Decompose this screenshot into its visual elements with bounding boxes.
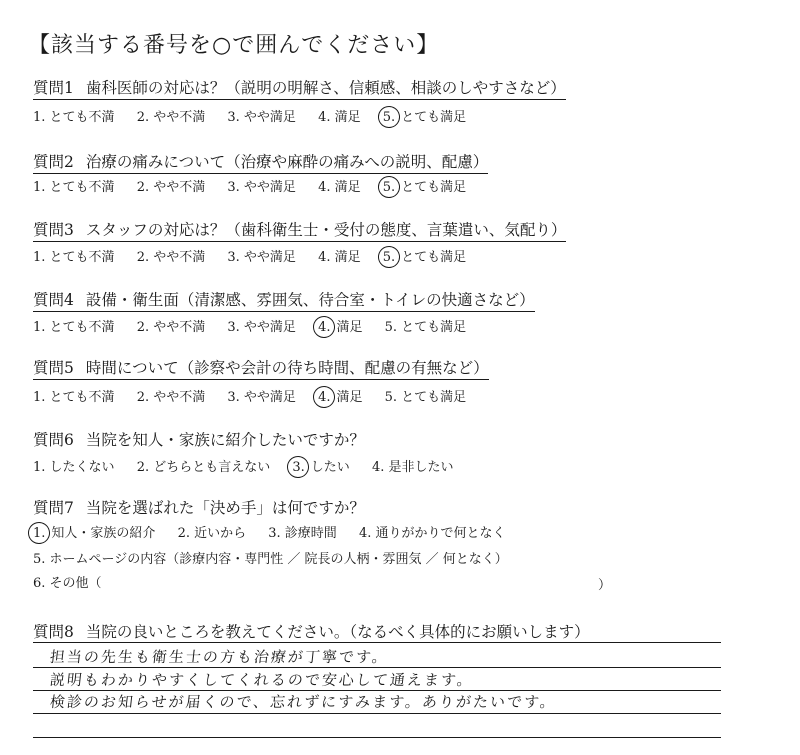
q1-option-3[interactable]: 3. やや満足	[227, 110, 296, 125]
answer-rule-1	[33, 642, 721, 643]
q4-option-4-number: 4.	[318, 320, 331, 335]
q2-option-3[interactable]: 3. やや満足	[227, 180, 296, 195]
q4-selected-circle	[311, 314, 337, 340]
question-1-number: 質問1	[33, 79, 74, 97]
question-5-number: 質問5	[33, 359, 74, 377]
q2-option-5-label: とても満足	[401, 180, 467, 195]
question-3-number: 質問3	[33, 221, 74, 239]
q3-option-2[interactable]: 2. やや不満	[136, 250, 206, 265]
question-3-text: スタッフの対応は？（歯科衛生士・受付の態度、言葉遣い、気配り）	[85, 221, 567, 239]
q6-option-2[interactable]: 2. どちらとも言えない	[136, 460, 271, 475]
question-3-title	[33, 218, 566, 242]
q7-option-3[interactable]: 3. 診療時間	[268, 526, 337, 541]
q1-option-5[interactable]	[383, 110, 395, 125]
q1-selected-circle	[376, 104, 402, 130]
q7-option-4[interactable]: 4. 通りがかりで何となく	[358, 526, 506, 541]
q7-option-5[interactable]: 5. ホームページの内容（診療内容・専門性 ／ 院長の人柄・雰囲気 ／ 何となく）	[33, 552, 508, 567]
question-3-options	[33, 246, 484, 265]
q5-selected-circle	[311, 384, 337, 410]
q3-option-5-number: 5.	[382, 250, 396, 265]
q7-option-6-close-paren: ）	[598, 578, 612, 593]
question-5-text: 時間について（診察や会計の待ち時間、配慮の有無など）	[85, 359, 489, 377]
q6-option-3[interactable]	[292, 460, 304, 475]
question-7-number: 質問7	[33, 499, 74, 517]
answer-rule-4	[33, 713, 721, 714]
q2-option-1[interactable]: 1. とても不満	[33, 180, 115, 195]
q7-option-1-number: 1.	[33, 526, 46, 541]
q2-option-4[interactable]: 4. 満足	[318, 180, 361, 195]
q1-option-5-number: 5.	[382, 110, 396, 125]
q6-option-4[interactable]: 4. 是非したい	[371, 460, 454, 475]
q6-option-3-label: したい	[310, 460, 350, 475]
question-2-number: 質問2	[33, 153, 74, 171]
question-2-title	[33, 150, 488, 174]
answer-rule-2	[33, 667, 721, 668]
question-1-title	[33, 76, 566, 100]
q4-option-1[interactable]: 1. とても不満	[33, 320, 115, 335]
q1-option-5-label: とても満足	[401, 110, 467, 125]
q2-selected-circle	[376, 174, 402, 200]
question-4-number: 質問4	[33, 291, 74, 309]
question-7-text: 当院を選ばれた「決め手」は何ですか？	[85, 499, 365, 517]
question-7-title	[33, 496, 365, 519]
question-8-text: 当院の良いところを教えてください。（なるべく具体的にお願いします）	[85, 623, 590, 641]
q2-option-2[interactable]: 2. やや不満	[136, 180, 206, 195]
question-7-options-row-1	[33, 522, 523, 541]
question-6-title	[33, 428, 365, 451]
q2-option-5-number: 5.	[382, 180, 396, 195]
question-5-options	[33, 386, 484, 405]
q6-option-3-number: 3.	[292, 460, 305, 475]
q5-option-3[interactable]: 3. やや満足	[227, 390, 296, 405]
question-4-text: 設備・衛生面（清潔感、雰囲気、待合室・トイレの快適さなど）	[85, 291, 535, 309]
question-5-title	[33, 356, 489, 380]
handwritten-answer-1: 担当の先生も衛生士の方も治療が丁寧です。	[49, 648, 390, 666]
question-4-options	[33, 316, 484, 335]
q5-option-4-number: 4.	[318, 390, 331, 405]
q7-selected-circle	[26, 520, 52, 546]
question-6-text: 当院を知人・家族に紹介したいですか？	[85, 431, 365, 449]
q6-option-1[interactable]: 1. したくない	[33, 460, 115, 475]
q4-option-3[interactable]: 3. やや満足	[227, 320, 296, 335]
q4-option-2[interactable]: 2. やや不満	[136, 320, 206, 335]
q4-option-4[interactable]	[318, 320, 330, 335]
q5-option-2[interactable]: 2. やや不満	[136, 390, 206, 405]
q1-option-1[interactable]: 1. とても不満	[33, 110, 115, 125]
handwritten-answer-3: 検診のお知らせが届くので、忘れずにすみます。ありがたいです。	[49, 693, 558, 711]
q7-option-1-label: 知人・家族の紹介	[51, 526, 156, 541]
q1-option-2[interactable]: 2. やや不満	[136, 110, 206, 125]
q5-option-1[interactable]: 1. とても不満	[33, 390, 115, 405]
question-6-options	[33, 456, 471, 475]
question-6-number: 質問6	[33, 431, 74, 449]
question-8-number: 質問8	[33, 623, 74, 641]
q6-selected-circle	[285, 454, 311, 480]
q7-option-6[interactable]: 6. その他（	[33, 576, 102, 591]
q3-option-3[interactable]: 3. やや満足	[227, 250, 296, 265]
question-2-options	[33, 176, 484, 195]
q7-option-1[interactable]	[33, 526, 45, 541]
q4-option-5[interactable]: 5. とても満足	[384, 320, 467, 335]
q3-option-5-label: とても満足	[401, 250, 467, 265]
q3-selected-circle	[376, 244, 402, 270]
q2-option-5[interactable]	[383, 180, 395, 195]
q5-option-4[interactable]	[318, 390, 330, 405]
q5-option-4-label: 満足	[336, 390, 363, 405]
q1-option-4[interactable]: 4. 満足	[318, 110, 361, 125]
answer-rule-5	[33, 737, 721, 738]
question-8-title	[33, 620, 590, 643]
question-4-title	[33, 288, 535, 312]
handwritten-answer-2: 説明もわかりやすくしてくれるので安心して通えます。	[49, 671, 475, 689]
q7-option-2[interactable]: 2. 近いから	[177, 526, 247, 541]
q3-option-1[interactable]: 1. とても不満	[33, 250, 115, 265]
question-1-options	[33, 106, 484, 125]
question-2-text: 治療の痛みについて（治療や麻酔の痛みへの説明、配慮）	[85, 153, 489, 171]
q4-option-4-label: 満足	[336, 320, 363, 335]
survey-heading: 【該当する番号を○で囲んでください】	[28, 33, 440, 58]
q3-option-5[interactable]	[383, 250, 395, 265]
q5-option-5[interactable]: 5. とても満足	[384, 390, 467, 405]
question-1-text: 歯科医師の対応は？（説明の明解さ、信頼感、相談のしやすさなど）	[85, 79, 566, 97]
q3-option-4[interactable]: 4. 満足	[318, 250, 361, 265]
